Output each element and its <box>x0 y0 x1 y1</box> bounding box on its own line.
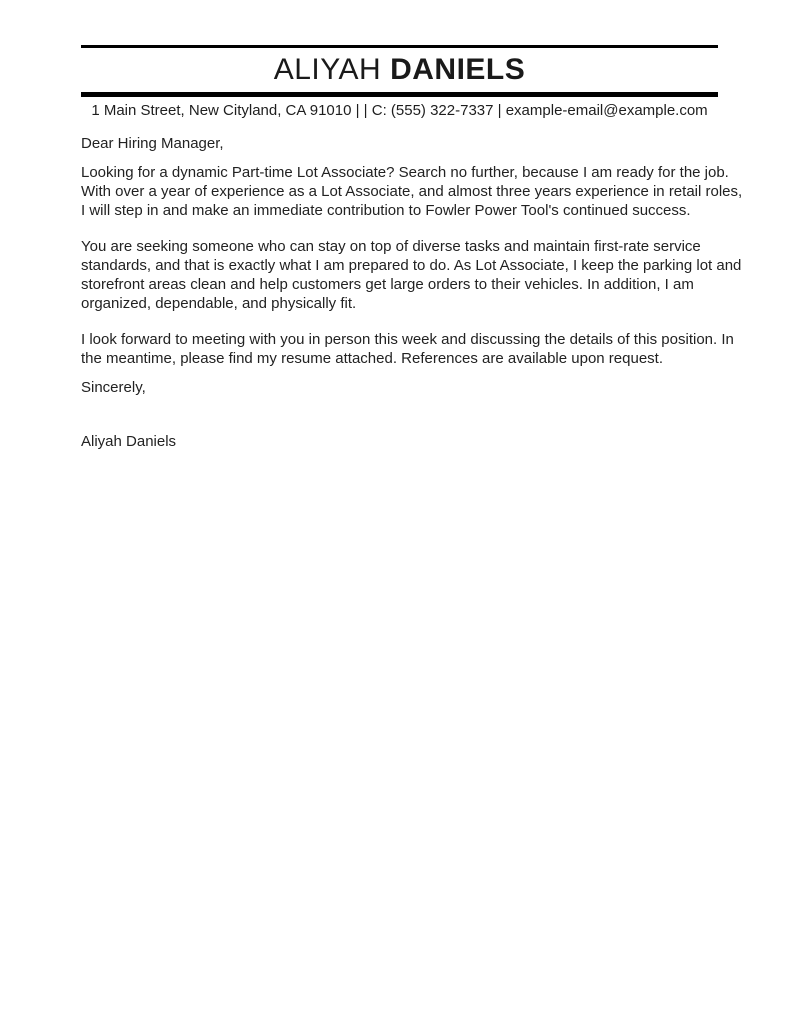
body-paragraph <box>81 330 734 368</box>
page-title <box>81 48 718 92</box>
body-paragraph <box>81 163 743 220</box>
letter-body <box>81 134 743 451</box>
paragraph-line: With over a year of experience as a Lot Associate, and almost three years experience in retail roles, <box>81 183 743 200</box>
closing-line: Sincerely, <box>81 379 146 396</box>
paragraph-line: You are seeking someone who can stay on top of diverse tasks and maintain first-rate service <box>81 238 701 255</box>
body-paragraph <box>81 237 742 313</box>
paragraph-line: I will step in and make an immediate contribution to Fowler Power Tool's continued success. <box>81 202 691 219</box>
paragraph-line: Looking for a dynamic Part-time Lot Associate? Search no further, because I am ready for the job. <box>81 164 729 181</box>
signature-name: Aliyah Daniels <box>81 433 177 450</box>
greeting-line: Dear Hiring Manager, <box>81 135 224 152</box>
contact-info-line: 1 Main Street, New Cityland, CA 91010 | | C: (555) 322-7337 | example-email@example.com <box>91 102 708 119</box>
candidate-first-name: ALIYAH <box>273 53 382 86</box>
candidate-last-name: DANIELS <box>390 53 526 86</box>
paragraph-line: organized, dependable, and physically fit. <box>81 295 357 312</box>
paragraph-line: the meantime, please find my resume attached. References are available upon request. <box>81 350 663 367</box>
paragraph-line: storefront areas clean and help customers get large orders to their vehicles. In addition, I am <box>81 276 694 293</box>
paragraph-line: standards, and that is exactly what I am prepared to do. As Lot Associate, I keep the parking lot and <box>81 257 742 274</box>
paragraph-line: I look forward to meeting with you in person this week and discussing the details of this position. In <box>81 331 734 348</box>
